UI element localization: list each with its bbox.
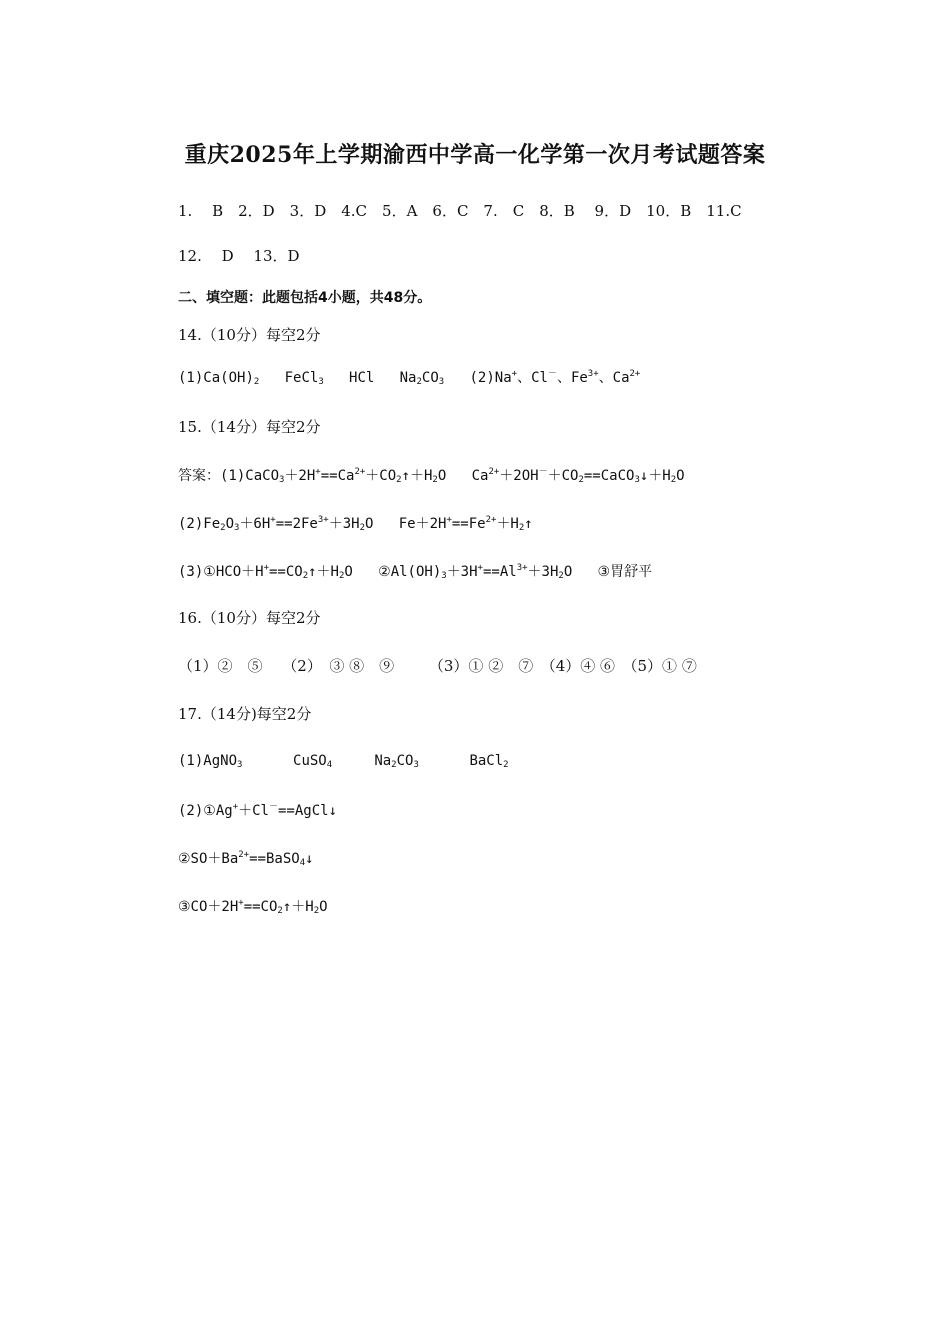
page-title: 重庆2025年上学期渝西中学高一化学第一次月考试题答案: [184, 142, 766, 168]
q15-answer-3: $(3)①HCO+H^+==CO_2↑+H_2O$ $②Al(OH)_3+3H^+==Al^{3+}+3H_2O$ ③胃舒平: [178, 563, 653, 581]
q16-answers: （1）② ⑤ （2） ③ ⑧ ⑨ （3）① ② ⑦ （4）④ ⑥ （5）① ⑦: [178, 657, 697, 675]
mc-answers-line-2: 12. D 13．D: [178, 247, 300, 265]
q16-heading: 16.（10分）每空2分: [178, 609, 321, 627]
q15-heading: 15.（14分）每空2分: [178, 418, 321, 436]
q17-answer-4: $③CO+2H^+==CO_2↑+H_2O$: [178, 898, 328, 916]
q17-heading: 17.（14分)每空2分: [178, 705, 312, 723]
q14-heading: 14.（10分）每空2分: [178, 326, 321, 344]
section-2-heading: 二、填空题：此题包括4小题，共48分。: [178, 290, 432, 306]
mc-answers-line-1: 1. B 2．D 3．D 4.C 5．A 6．C 7. C 8．B 9．D 10．B 11.C: [178, 202, 742, 220]
q17-answer-1: (1)AgNO$_3$ CuSO$_4$ $Na_2CO_3$ BaCl$_2$: [178, 753, 509, 770]
q17-answer-3: $②SO+Ba^{2+}==BaSO_4↓$: [178, 850, 314, 868]
q14-answers: $(1)Ca(OH)_2$ FeCl$_3$ HCl $Na_2CO_3$ (2)Na+、Cl－、$Fe^{3+}$、$Ca^{2+}$: [178, 369, 641, 387]
q17-answer-2: (2)①Ag+＋Cl－==AgCl↓: [178, 802, 338, 819]
q15-answer-2: $(2)Fe_2O_3+6H^+==2Fe^{3+}+3H_2O$ $Fe+2H^+==Fe^{2+}+H_2↑$: [178, 515, 533, 533]
q15-answer-1: 答案：$(1)CaCO_3+2H^+==Ca^{2+}+CO_2↑+H_2O$ $Ca^{2+}+2OH^-+CO_2==CaCO_3↓+H_2O$: [178, 467, 685, 485]
